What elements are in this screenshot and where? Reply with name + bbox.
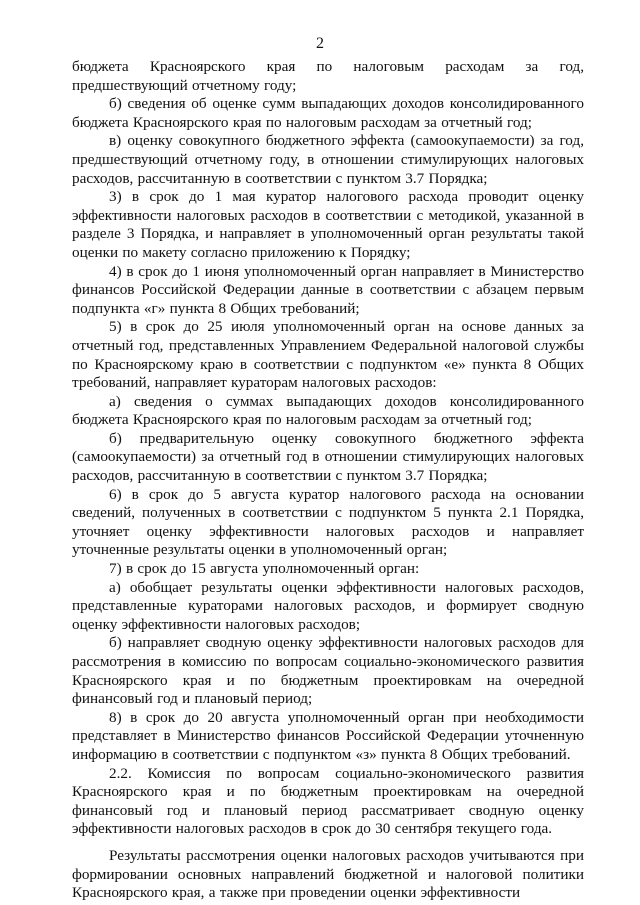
paragraph: 8) в срок до 20 августа уполномоченный орган при необходимости представляет в Министерство финансов Российской Федерации уточненную информацию в соответствии с подпунктом «з» пункта 8 Общих требований. <box>72 708 584 763</box>
paragraph: а) обобщает результаты оценки эффективности налоговых расходов, представленные кураторами налоговых расходов, и формирует сводную оценку эффективности налоговых расходов; <box>72 578 584 633</box>
paragraph: б) сведения об оценке сумм выпадающих доходов консолидированного бюджета Красноярского края по налоговым расходам за отчетный год; <box>72 95 584 131</box>
paragraph: 7) в срок до 15 августа уполномоченный орган: <box>109 560 420 578</box>
paragraph: в) оценку совокупного бюджетного эффекта (самоокупаемости) за год, предшествующий отчетному году, в отношении стимулирующих налоговых расходов, рассчитанную в соответствии с пунктом 3.7 Порядка; <box>72 132 584 187</box>
paragraph: а) сведения о суммах выпадающих доходов консолидированного бюджета Красноярского края по налоговым расходам за отчетный год; <box>72 392 584 429</box>
paragraph: бюджета Красноярского края по налоговым расходам за год, предшествующий отчетному году; <box>72 58 584 94</box>
page-number: 2 <box>316 35 324 52</box>
document-body <box>72 58 584 903</box>
paragraph: 5) в срок до 25 июля уполномоченный орган на основе данных за отчетный год, представленных Управлением Федеральной налоговой службы по Красноярскому краю в соответствии с подпунктом «е» пункта 8 Общих требований, направляет кураторам налоговых расходов: <box>72 318 584 392</box>
paragraph: 3) в срок до 1 мая куратор налогового расхода проводит оценку эффективности налоговых расходов в соответствии с методикой, указанной в разделе 3 Порядка, и направляет в уполномоченный орган результаты такой оценки по макету согласно приложению к Порядку; <box>72 188 584 261</box>
paragraph: 6) в срок до 5 августа куратор налогового расхода на основании сведений, полученных в соответствии с подпунктом 5 пункта 2.1 Порядка, уточняет оценку эффективности налоговых расходов и направляет уточненные результаты оценки в уполномоченный орган; <box>72 485 584 559</box>
paragraph: б) направляет сводную оценку эффективности налоговых расходов для рассмотрения в комиссию по вопросам социально-экономического развития Красноярского края и по бюджетным проектировкам на очередной финансовый год и плановый период; <box>72 634 584 708</box>
paragraph: 2.2. Комиссия по вопросам социально-экономического развития Красноярского края и по бюджетным проектировкам на очередной финансовый год и плановый период рассматривает сводную оценку эффективности налоговых расходов в срок до 30 сентября текущего года. <box>72 764 584 838</box>
paragraph: б) предварительную оценку совокупного бюджетного эффекта (самоокупаемости) за отчетный год в отношении стимулирующих налоговых расходов, рассчитанную в соответствии с пунктом 3.7 Порядка; <box>72 429 584 485</box>
paragraph: 4) в срок до 1 июня уполномоченный орган направляет в Министерство финансов Российской Федерации данные в соответствии с абзацем первым подпункта «г» пункта 8 Общих требований; <box>72 262 584 317</box>
paragraph: Результаты рассмотрения оценки налоговых расходов учитываются при формировании основных направлений бюджетной и налоговой политики Красноярского края, а также при проведении оценки эффективности <box>72 846 584 902</box>
